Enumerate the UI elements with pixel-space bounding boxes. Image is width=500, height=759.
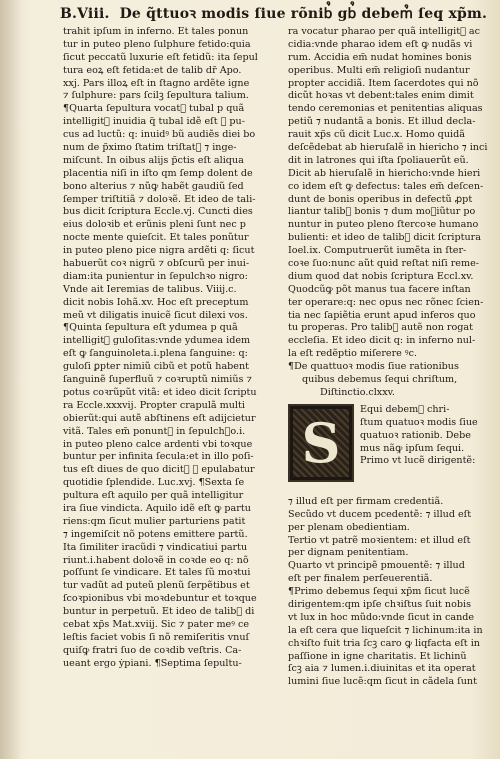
- text-line: deſcẽdebat ab hieruſalẽ in hiericho ⁊ inci: [288, 142, 488, 154]
- text-line: dunt de bonis operibus in defectũ ꝓpt: [288, 193, 473, 205]
- text-line: tus eſt diues de quo dicit᷑ ꝙ epulabatur: [63, 464, 255, 476]
- text-line: per dignam penitentiam.: [288, 547, 409, 559]
- text-line: placentia niſi in iſto qm ſemp dolent de: [63, 167, 253, 179]
- text-line: ueant ergo ẏpiani. ¶Septima ſepultu-: [63, 657, 242, 669]
- gutter-shadow: [0, 0, 22, 759]
- left-text-column: [63, 26, 268, 671]
- text-line: bus dicit ſcriptura Eccle.vj. Cuncti dies: [63, 206, 253, 218]
- text-line: petiũ ⁊ nudantã a bonis. Et illud decla-: [288, 116, 476, 128]
- text-line: ſemper triſtitiã ⁊ doloꝛẽ. Et ideo de tali-: [63, 193, 256, 205]
- running-header: [60, 4, 490, 26]
- text-line: tur in puteo pleno ſulphure fetido:quia: [63, 38, 251, 50]
- text-line: Secũdo vt ducem pcedentẽ: ⁊ illud eſt: [288, 508, 472, 520]
- text-line: quotidie ſplendide. Luc.xvj. ¶Sexta ſe: [63, 477, 245, 489]
- text-line: paſſione in igne charitatis. Et lichinũ: [288, 650, 467, 662]
- text-line: operibus. Multi em̃ religioſi nudantur: [288, 64, 470, 76]
- text-line: rauit xp̃s cũ dicit Luc.x. Homo quidã: [288, 129, 465, 141]
- text-line: per plenam obedientiam.: [288, 521, 410, 533]
- text-line: ſcoꝛpionibus vbi moꝛdebuntur et toꝛque: [63, 593, 257, 605]
- text-line: intelligit᷑ guloſitas:vnde ydumea idem: [63, 335, 251, 347]
- text-line: nuntur in puteo pleno ſtercoꝛe humano: [288, 219, 479, 231]
- text-line: ſicut peccatũ luxurie eſt fetidũ: ita ſepul: [63, 51, 258, 63]
- text-line: ter operare:q: nec opus nec rõnec ſcien-: [288, 296, 484, 308]
- text-line: guloſi ꝑpter nimiũ cibũ et potũ habent: [63, 361, 250, 373]
- text-line: leſtis faciet vobis ſi nõ remiſeritis vnuſ: [63, 631, 250, 643]
- text-line: dirigentem:qm ipſe chꝛiſtus ſuit nobis: [288, 598, 472, 610]
- text-line: obierũt:qui autẽ abſtinens eſt adijcietur: [63, 412, 256, 424]
- text-line: vitã. Tales em̃ ponunt᷑ in ſepulchꝛo.i.: [63, 425, 246, 437]
- text-line: buntur in perpetuũ. Et ideo de talib᷒ di: [63, 606, 255, 618]
- text-line: Quodcũꝙ põt manus tua facere inſtan: [288, 283, 471, 295]
- text-line: tur vadũt ad puteũ plenũ ſerpẽtibus et: [63, 580, 250, 592]
- text-line: cidia:vnde pharao idem eſt ꝙ nudãs vi: [288, 38, 473, 50]
- section-body-text: [288, 496, 495, 689]
- text-line: ⁊ ingemiſcit nõ potens emittere partũ.: [63, 528, 248, 540]
- text-line: ſcꝫ aia ⁊ lumen.i.diuinitas et ita operat: [288, 663, 476, 675]
- text-line: ira ſiue vindicta. Aquilo idẽ eſt ꝙ partu: [63, 502, 251, 514]
- section-title-line-1: ¶De quattuoꝛ modis ſiue rationibus: [288, 361, 459, 373]
- text-line: coꝛe ſuo:nunc aũt quid reſtat niſi reme-: [288, 258, 479, 270]
- text-line: rum. Accidia em̃ nudat homines bonis: [288, 51, 472, 63]
- text-line: meũ vt diligatis inuicẽ ſicut dilexi vos.: [63, 309, 248, 321]
- text-line: Ita ſimiliter iracũdi ⁊ vindicatiui partu: [63, 541, 248, 553]
- text-line: Vnde ait Ieremias de talibus. Viiij.c.: [63, 283, 237, 295]
- text-line: ſtum quatuoꝛ modis ſiue: [360, 416, 478, 428]
- text-line: dicit nobis Iohã.xv. Hoc eſt preceptum: [63, 296, 249, 308]
- initial-letter: S: [301, 410, 341, 475]
- text-line: trahit ipſum in inferno. Et tales ponun: [63, 26, 249, 37]
- text-line: in puteo pleno calce ardenti vbi toꝛque: [63, 438, 253, 450]
- initial-block: [288, 404, 495, 494]
- text-line: potus coꝛrũpũt vitã: et ideo dicit ſcriptu: [63, 386, 257, 398]
- text-line: la eſt cera que liqueſcit ⁊ lichinum:ita in: [288, 624, 483, 636]
- text-line: tia nec ſapiẽtia erunt apud inferos quo: [288, 309, 476, 321]
- text-line: ra Eccle.xxxvij. Propter crapulã multi: [63, 399, 245, 411]
- text-line: eſt per finalem perſeuerentiã.: [288, 573, 433, 585]
- right-text-column: [288, 26, 495, 689]
- text-line: cebat xp̃s Mat.xviij. Sic ⁊ pater meꝰ ce: [63, 618, 249, 630]
- text-line: buntur per infinita ſecula:et in illo poſi-: [63, 451, 254, 463]
- text-line: eius doloꝛib᷒ et erũnis pleni ſunt nec p: [63, 219, 246, 231]
- text-line: dicũt hoꝛas vt debent:tales enim dimit: [288, 90, 474, 102]
- text-line: dit in latrones qui iſta ſpoliauerũt eũ.: [288, 154, 469, 166]
- text-line: dium quod dat nobis ſcriptura Eccl.xv.: [288, 270, 474, 282]
- text-line: ra vocatur pharao per quã intelligit᷑ ac: [288, 26, 480, 37]
- text-line: mus nãꝙ ipſum ſequi.: [360, 442, 465, 454]
- section-title-line-2: quibus debemus ſequi chriſtum,: [302, 374, 458, 386]
- section-subtitle: Diſtinctio.clxxv.: [320, 386, 395, 398]
- text-line: ¶Quinta ſepultura eſt ydumea p quã: [63, 322, 238, 334]
- text-line: ⁊ illud eſt per firmam credentiã.: [288, 495, 444, 507]
- text-line: in puteo pleno pice nigra ardẽti q: ſicut: [63, 245, 255, 257]
- text-line: bulienti: et ideo de talib᷒ dicit ſcriptura: [288, 232, 481, 244]
- text-line: liantur talib᷒ bonis ⁊ dum moꝛiũtur po: [288, 206, 476, 218]
- text-beside-initial: [360, 404, 495, 468]
- text-line: habuerũt coꝛ nigrũ ⁊ obſcurũ per inui-: [63, 258, 250, 270]
- text-line: Equi debem᷒ chri-: [360, 403, 450, 415]
- text-line: poſſunt ſe vindicare. Et tales ſũ moꝛtui: [63, 567, 251, 579]
- text-line: Tertio vt patrẽ moꝛientem: et illud eſt: [288, 534, 471, 546]
- text-line: Quarto vt principẽ pmouentẽ: ⁊ illud: [288, 560, 465, 572]
- text-line: diam:ita punientur in ſepulchꝛo nigro:: [63, 270, 248, 282]
- text-line: tu properas. Pro talib᷒ autẽ non rogat: [288, 322, 474, 334]
- text-line: Dicit ab hieruſalẽ in hiericho:vnde hieri: [288, 167, 481, 179]
- text-line: lumini ſiue lucẽ:qm ſicut in cãdela ſunt: [288, 676, 477, 688]
- text-line: la eſt redẽptio miſerere ꝰc.: [288, 348, 418, 360]
- text-line: pultura eſt aquilo per quã intelligitur: [63, 490, 244, 502]
- text-line: Ioel.ix. Computruerũt iumẽta in ſter-: [288, 245, 467, 257]
- text-line: ¶Quarta ſepultura vocat᷑ tubal p quã: [63, 103, 245, 115]
- decorated-initial: [288, 404, 354, 482]
- text-line: xxj. Pars illoꝝ eſt in ſtagno ardẽte igne: [63, 77, 250, 89]
- text-line: nocte mente quieſcit. Et tales ponũtur: [63, 232, 249, 244]
- text-line: vt lux in hoc mũdo:vnde ſicut in cande: [288, 611, 475, 623]
- text-line: tura eoꝝ eſt fetida:et de talib᷒ dr̃ Apo.: [63, 64, 242, 76]
- text-line: num de p̃ximo ſtatim triſtat᷑ ⁊ inge-: [63, 142, 237, 154]
- header-title: De q̃ttuoꝛ modis ſiue rõnib᷒ gb᷒ debem᷒ ſeq xp̃m.: [119, 6, 488, 22]
- right-column-top-text: [288, 26, 495, 361]
- text-line: co idem eſt ꝙ defectus: tales em̃ deſcen-: [288, 180, 484, 192]
- text-line: chꝛiſto fuit tria ſcꝫ caro ꝙ liqfacta eſt in: [288, 637, 480, 649]
- text-line: quiſꝙ fratri ſuo de coꝛdib᷒ veſtris. Ca-: [63, 644, 242, 656]
- text-line: eſt ꝙ ſanguinoleta.i.plena ſanguine: q:: [63, 348, 248, 360]
- text-line: cus ad luctũ: q: inuidꝰ bũ audiẽs diei bo: [63, 129, 256, 141]
- folio-signature: B.Viii.: [60, 6, 110, 22]
- text-line: bono alterius ⁊ nũꝙ habẽt gaudiũ ſed: [63, 180, 244, 192]
- text-line: quatuoꝛ rationib᷒. Debe: [360, 429, 471, 441]
- text-line: ſanguinẽ ſuperfluũ ⁊ coꝛruptũ nimiũs ⁊: [63, 374, 252, 386]
- text-line: riunt.i.habent doloꝛẽ in coꝛde eo q: nõ: [63, 554, 249, 566]
- text-line: Primo vt lucẽ dirigentẽ:: [360, 455, 476, 467]
- text-line: ¶Primo debemus ſequi xp̃m ſicut lucẽ: [288, 586, 470, 598]
- text-line: tendo ceremonias et penitentias aliquas: [288, 103, 483, 115]
- text-line: miſcunt. In oibus alijs p̃ctis eſt aliqua: [63, 154, 244, 166]
- text-line: riens:qm ſicut mulier parturiens patit: [63, 515, 246, 527]
- text-line: eccleſia. Et ideo dicit q: in inferno nul-: [288, 335, 476, 347]
- text-line: propter accidiã. Item ſacerdotes qui nõ: [288, 77, 479, 89]
- text-line: ⁊ ſulphure: pars ſcilꝫ ſepultura talium.: [63, 90, 249, 102]
- text-line: intelligit᷑ inuidia q̃ tubal idẽ eſt ꝙ pu-: [63, 116, 245, 128]
